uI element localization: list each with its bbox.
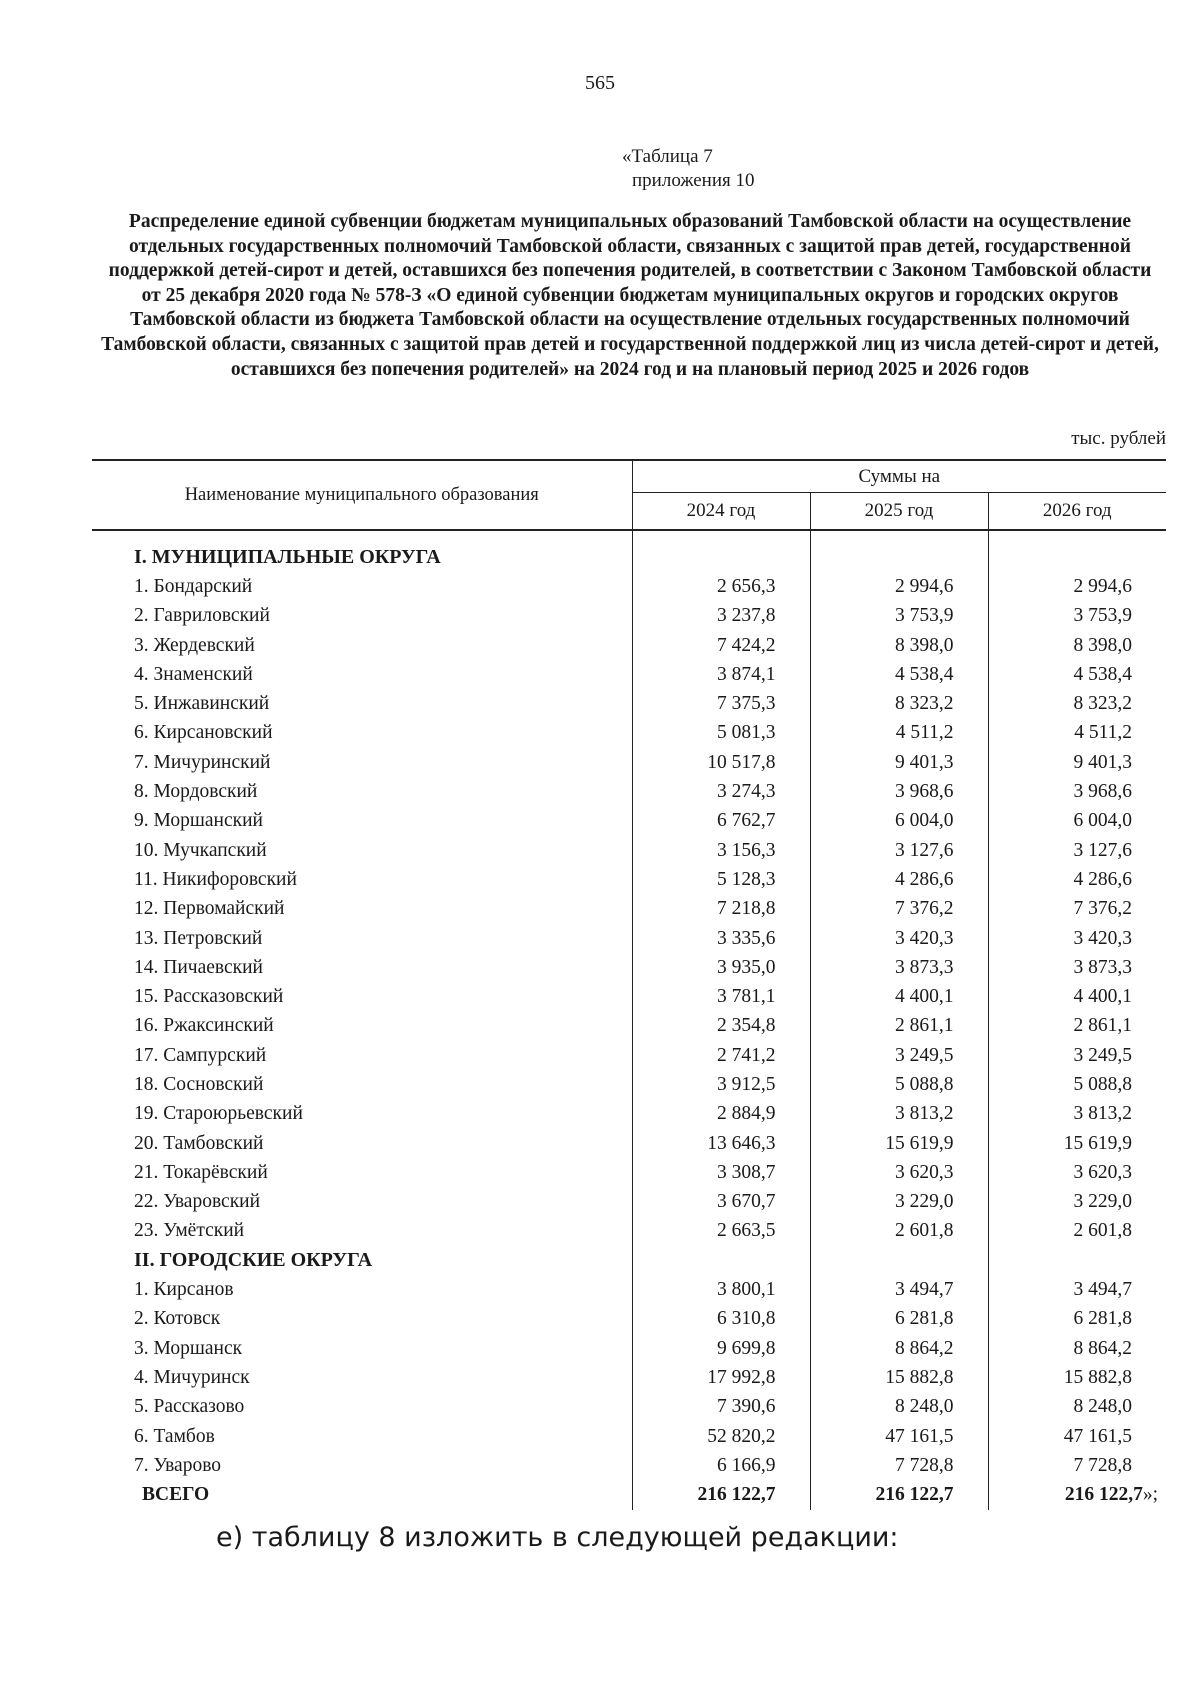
amount-2026: 5 088,8 (988, 1070, 1166, 1099)
amount-2025: 4 400,1 (810, 982, 988, 1011)
table-reference-line2: приложения 10 (632, 170, 755, 191)
amount-2026: 3 420,3 (988, 924, 1166, 953)
amount-2025: 8 248,0 (810, 1393, 988, 1422)
amount-2026: 3 753,9 (988, 602, 1166, 631)
municipality-name: 2. Гавриловский (134, 605, 270, 627)
amount-2025: 4 286,6 (810, 865, 988, 894)
municipality-name: 6. Тамбов (134, 1425, 215, 1447)
year-header-2026: 2026 год (988, 493, 1166, 531)
table-row (92, 924, 1166, 953)
total-2026-value: 216 122,7 (1064, 1484, 1143, 1506)
sums-header: Суммы на (632, 460, 1166, 493)
table-row (92, 777, 1166, 806)
amount-2026: 2 861,1 (988, 1012, 1166, 1041)
amount-2024: 3 237,8 (632, 602, 810, 631)
amount-2025: 47 161,5 (810, 1422, 988, 1451)
table-row (92, 1363, 1166, 1392)
amount-2025: 2 601,8 (810, 1217, 988, 1246)
amount-2025: 8 323,2 (810, 689, 988, 718)
year-header-2025: 2025 год (810, 493, 988, 531)
amount-2026: 15 882,8 (988, 1363, 1166, 1392)
empty-cell (632, 543, 810, 572)
table-row (92, 836, 1166, 865)
amount-2026: 4 400,1 (988, 982, 1166, 1011)
municipality-name: ВСЕГО (142, 1484, 210, 1506)
table-row (92, 895, 1166, 924)
municipality-name: 8. Мордовский (134, 781, 258, 803)
amount-2024: 7 375,3 (632, 689, 810, 718)
empty-cell (810, 543, 988, 572)
table-row (92, 1041, 1166, 1070)
municipality-name: 11. Никифоровский (134, 868, 297, 890)
municipality-name: 4. Знаменский (134, 663, 253, 685)
table-row (92, 953, 1166, 982)
amount-2026: 8 323,2 (988, 689, 1166, 718)
amount-2025: 3 127,6 (810, 836, 988, 865)
subvention-table (92, 459, 1166, 1510)
amount-2024: 2 884,9 (632, 1100, 810, 1129)
municipality-name: 5. Рассказово (134, 1396, 245, 1418)
municipality-name: 18. Сосновский (134, 1073, 264, 1095)
amount-2024: 3 800,1 (632, 1275, 810, 1304)
amount-2025: 3 968,6 (810, 777, 988, 806)
amount-2025: 3 873,3 (810, 953, 988, 982)
municipality-name: 15. Рассказовский (134, 986, 284, 1008)
municipality-name: 20. Тамбовский (134, 1132, 264, 1154)
amount-2026: 3 968,6 (988, 777, 1166, 806)
amount-2026: 15 619,9 (988, 1129, 1166, 1158)
units-label: тыс. рублей (1071, 428, 1166, 449)
municipality-name: 22. Уваровский (134, 1191, 261, 1213)
amount-2024: 7 218,8 (632, 895, 810, 924)
municipality-name: 1. Бондарский (134, 575, 253, 597)
amount-2025: 3 494,7 (810, 1275, 988, 1304)
municipality-name: 16. Ржаксинский (134, 1015, 274, 1037)
amount-2024: 6 762,7 (632, 807, 810, 836)
amount-2025: 2 994,6 (810, 572, 988, 601)
table-row (92, 1393, 1166, 1422)
table-row (92, 807, 1166, 836)
table-row (92, 572, 1166, 601)
municipality-name: 4. Мичуринск (134, 1366, 250, 1388)
municipality-name: 17. Сампурский (134, 1044, 267, 1066)
document-title: Распределение единой субвенции бюджетам муниципальных образований Тамбовской области на осуществление отдельных государственных полномочий Тамбовской области, связанных с защитой прав детей, государственной поддержкой детей-сирот и детей, оставшихся без попечения родителей, в соответствии с Законом Тамбовской области от 25 декабря 2020 года № 578-З «О единой субвенции бюджетам муниципальных округов и городских округов Тамбовской области из бюджета Тамбовской области на осуществление отдельных государственных полномочий Тамбовской области, связанных с защитой прав детей и государственной поддержкой лиц из числа детей-сирот и детей, оставшихся без попечения родителей» на 2024 год и на плановый период 2025 и 2026 годов (101, 211, 1159, 380)
amount-2024: 3 935,0 (632, 953, 810, 982)
table-row (92, 1012, 1166, 1041)
table-row (92, 1422, 1166, 1451)
amount-2024: 216 122,7 (632, 1481, 810, 1510)
table-row (92, 1334, 1166, 1363)
amount-2026: 2 994,6 (988, 572, 1166, 601)
amount-2025: 2 861,1 (810, 1012, 988, 1041)
table-row (92, 719, 1166, 748)
amount-2024: 6 166,9 (632, 1451, 810, 1480)
section-title: I. МУНИЦИПАЛЬНЫЕ ОКРУГА (134, 546, 441, 569)
table-row (92, 1100, 1166, 1129)
amount-2025: 9 401,3 (810, 748, 988, 777)
page-number: 565 (585, 72, 615, 94)
table-row (92, 1070, 1166, 1099)
table-row (92, 631, 1166, 660)
table-row (92, 1217, 1166, 1246)
table-reference-line1: «Таблица 7 (622, 146, 713, 167)
amount-2024: 2 663,5 (632, 1217, 810, 1246)
municipality-name: 14. Пичаевский (134, 956, 263, 978)
amount-2026: 3 249,5 (988, 1041, 1166, 1070)
amount-2026: 3 813,2 (988, 1100, 1166, 1129)
amount-2025: 3 813,2 (810, 1100, 988, 1129)
amount-2026: 3 229,0 (988, 1188, 1166, 1217)
amount-2025: 8 398,0 (810, 631, 988, 660)
name-column-header: Наименование муниципального образования (184, 484, 539, 505)
amount-2024: 7 424,2 (632, 631, 810, 660)
amount-2026: 4 511,2 (988, 719, 1166, 748)
amount-2026: 3 494,7 (988, 1275, 1166, 1304)
year-header-2024: 2024 год (632, 493, 810, 531)
amount-2026: 7 376,2 (988, 895, 1166, 924)
municipality-name: 21. Токарёвский (134, 1161, 268, 1183)
amount-2025: 4 511,2 (810, 719, 988, 748)
section-header-row (92, 543, 1166, 572)
amount-2025: 5 088,8 (810, 1070, 988, 1099)
amount-2025: 3 420,3 (810, 924, 988, 953)
amount-2024: 3 912,5 (632, 1070, 810, 1099)
municipality-name: 3. Моршанск (134, 1337, 243, 1359)
amount-2026: 4 538,4 (988, 660, 1166, 689)
municipality-name: 23. Умётский (134, 1220, 245, 1242)
table-row (92, 1305, 1166, 1334)
amount-2024: 3 156,3 (632, 836, 810, 865)
amount-2024: 3 874,1 (632, 660, 810, 689)
municipality-name: 10. Мучкапский (134, 839, 267, 861)
amount-2024: 3 670,7 (632, 1188, 810, 1217)
amount-2026: 3 620,3 (988, 1158, 1166, 1187)
amount-2026: 7 728,8 (988, 1451, 1166, 1480)
empty-cell (632, 1246, 810, 1275)
amount-2024: 52 820,2 (632, 1422, 810, 1451)
empty-cell (988, 1246, 1166, 1275)
table-row (92, 660, 1166, 689)
amendment-note: е) таблицу 8 изложить в следующей редакции: (216, 1522, 899, 1553)
amount-2025: 3 249,5 (810, 1041, 988, 1070)
amount-2024: 13 646,3 (632, 1129, 810, 1158)
municipality-name: 7. Уварово (134, 1454, 222, 1476)
table-row (92, 1188, 1166, 1217)
table-row (92, 1451, 1166, 1480)
amount-2025: 7 376,2 (810, 895, 988, 924)
amount-2026: 9 401,3 (988, 748, 1166, 777)
amount-2024: 6 310,8 (632, 1305, 810, 1334)
amount-2026: 4 286,6 (988, 865, 1166, 894)
amount-2025: 4 538,4 (810, 660, 988, 689)
municipality-name: 1. Кирсанов (134, 1279, 234, 1301)
amount-2024: 5 081,3 (632, 719, 810, 748)
section-header-row (92, 1246, 1166, 1275)
amount-2026: 3 127,6 (988, 836, 1166, 865)
amount-2025: 15 882,8 (810, 1363, 988, 1392)
amount-2024: 9 699,8 (632, 1334, 810, 1363)
table-row (92, 865, 1166, 894)
amount-2026: 6 004,0 (988, 807, 1166, 836)
amount-2024: 2 741,2 (632, 1041, 810, 1070)
amount-2026: 6 281,8 (988, 1305, 1166, 1334)
amount-2025: 3 753,9 (810, 602, 988, 631)
total-row (92, 1481, 1166, 1510)
amount-2025: 8 864,2 (810, 1334, 988, 1363)
amount-2024: 10 517,8 (632, 748, 810, 777)
table-row (92, 602, 1166, 631)
empty-cell (988, 543, 1166, 572)
municipality-name: 13. Петровский (134, 927, 263, 949)
table-row (92, 1158, 1166, 1187)
amount-2025: 7 728,8 (810, 1451, 988, 1480)
municipality-name: 5. Инжавинский (134, 693, 270, 715)
amount-2026: 8 398,0 (988, 631, 1166, 660)
amount-2026: 8 864,2 (988, 1334, 1166, 1363)
table-row (92, 748, 1166, 777)
amount-2026 (988, 1481, 1166, 1510)
amount-2025: 15 619,9 (810, 1129, 988, 1158)
amount-2025: 6 004,0 (810, 807, 988, 836)
amount-2026: 2 601,8 (988, 1217, 1166, 1246)
empty-cell (810, 1246, 988, 1275)
amount-2024: 7 390,6 (632, 1393, 810, 1422)
table-row (92, 1275, 1166, 1304)
table-row (92, 982, 1166, 1011)
amount-2024: 3 781,1 (632, 982, 810, 1011)
municipality-name: 2. Котовск (134, 1308, 221, 1330)
municipality-name: 9. Моршанский (134, 810, 263, 832)
amount-2024: 3 335,6 (632, 924, 810, 953)
section-title: II. ГОРОДСКИЕ ОКРУГА (134, 1249, 373, 1272)
table-row (92, 1129, 1166, 1158)
amount-2026: 3 873,3 (988, 953, 1166, 982)
amount-2024: 3 274,3 (632, 777, 810, 806)
amount-2024: 3 308,7 (632, 1158, 810, 1187)
amount-2025: 216 122,7 (810, 1481, 988, 1510)
amount-2025: 3 620,3 (810, 1158, 988, 1187)
amount-2024: 2 354,8 (632, 1012, 810, 1041)
amount-2026: 47 161,5 (988, 1422, 1166, 1451)
amount-2025: 3 229,0 (810, 1188, 988, 1217)
municipality-name: 19. Староюрьевский (134, 1103, 303, 1125)
municipality-name: 6. Кирсановский (134, 722, 273, 744)
amount-2024: 5 128,3 (632, 865, 810, 894)
municipality-name: 7. Мичуринский (134, 751, 271, 773)
municipality-name: 3. Жердевский (134, 634, 255, 656)
amount-2024: 17 992,8 (632, 1363, 810, 1392)
amount-2026: 8 248,0 (988, 1393, 1166, 1422)
municipality-name: 12. Первомайский (134, 898, 285, 920)
amount-2024: 2 656,3 (632, 572, 810, 601)
closing-quote: »; (1142, 1484, 1159, 1506)
amount-2025: 6 281,8 (810, 1305, 988, 1334)
table-row (92, 689, 1166, 718)
